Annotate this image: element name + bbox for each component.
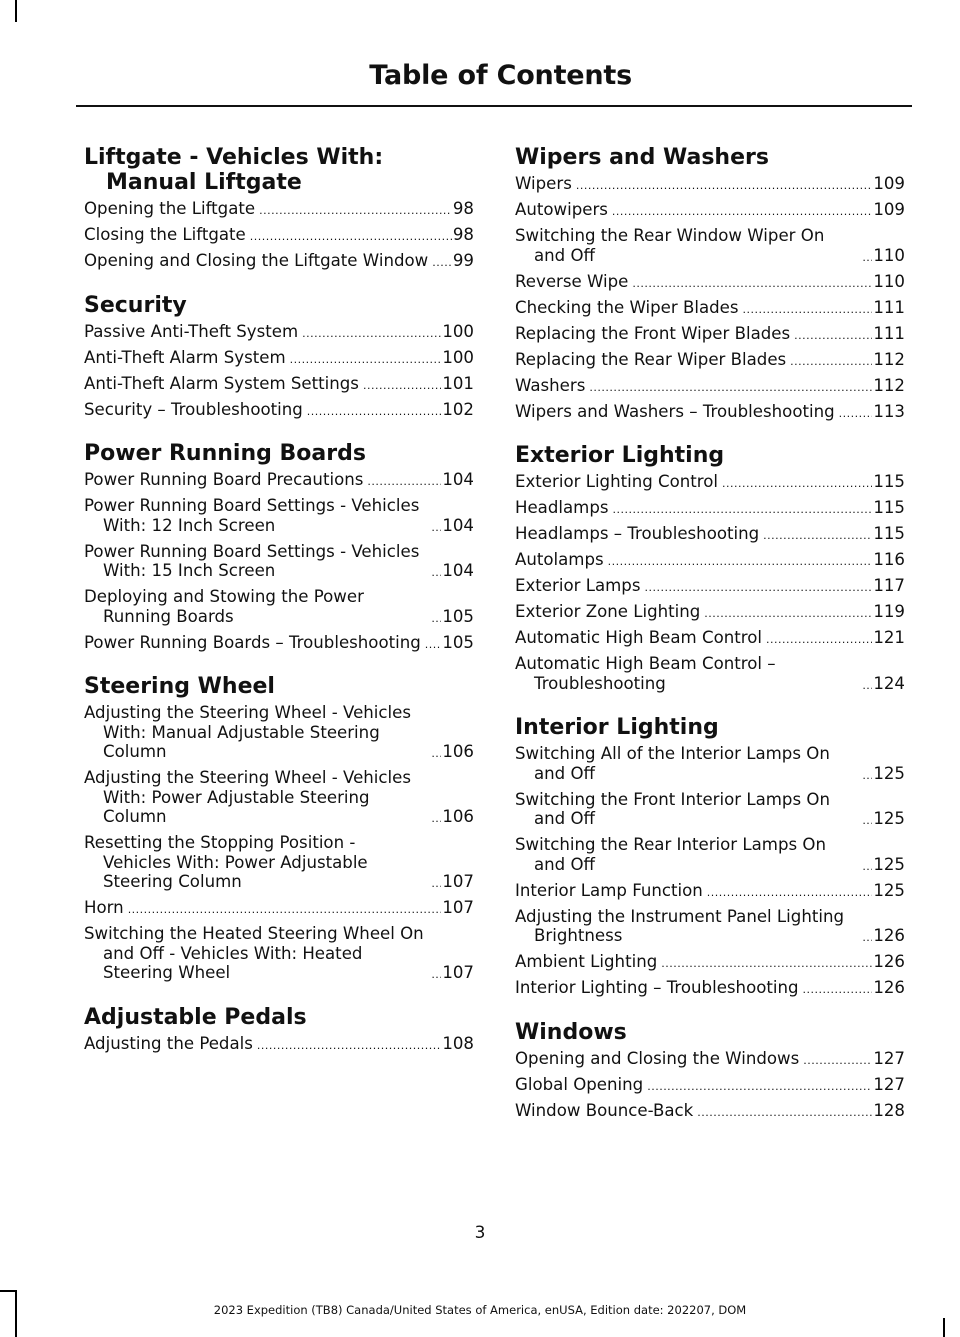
dot-leader bbox=[431, 746, 441, 758]
toc-entry[interactable] bbox=[515, 576, 905, 596]
dot-leader bbox=[743, 301, 873, 313]
toc-entry[interactable] bbox=[515, 835, 905, 874]
toc-entry-page: 107 bbox=[442, 872, 474, 891]
dot-leader bbox=[632, 275, 872, 287]
toc-entry-page: 119 bbox=[873, 602, 905, 621]
toc-entry[interactable] bbox=[84, 703, 474, 762]
toc-entry-title: Horn bbox=[84, 898, 124, 917]
toc-entry[interactable] bbox=[84, 542, 474, 581]
toc-section bbox=[515, 1020, 905, 1121]
toc-entry-page: 115 bbox=[873, 472, 905, 491]
toc-entry[interactable] bbox=[515, 298, 905, 318]
toc-entry-page: 124 bbox=[873, 673, 905, 693]
toc-entry-page: 109 bbox=[873, 200, 905, 219]
toc-entry-page: 125 bbox=[873, 854, 905, 874]
dot-leader bbox=[707, 884, 873, 896]
toc-entry-title: Opening and Closing the Liftgate Window bbox=[84, 251, 429, 270]
toc-entry-page: 112 bbox=[873, 349, 905, 369]
dot-leader bbox=[862, 858, 872, 870]
section-heading: Power Running Boards bbox=[84, 441, 366, 466]
toc-entry-page: 125 bbox=[873, 809, 905, 828]
toc-entry[interactable] bbox=[84, 898, 474, 918]
toc-entry[interactable] bbox=[84, 587, 474, 626]
toc-entry-page: 107 bbox=[442, 898, 474, 917]
section-heading: Security bbox=[84, 292, 187, 318]
toc-entry-title: Autowipers bbox=[515, 200, 608, 219]
toc-entry[interactable] bbox=[84, 1034, 474, 1054]
dot-leader bbox=[431, 610, 441, 622]
toc-section bbox=[515, 443, 905, 693]
section-heading: Steering Wheel bbox=[84, 674, 275, 699]
toc-entry-title: Closing the Liftgate bbox=[84, 225, 246, 244]
toc-entry-title: Anti-Theft Alarm System bbox=[84, 347, 286, 367]
dot-leader bbox=[794, 327, 872, 339]
dot-leader bbox=[431, 519, 441, 531]
dot-leader bbox=[862, 930, 872, 942]
toc-entry-title: Exterior Zone Lighting bbox=[515, 602, 701, 621]
toc-entry-title: Ambient Lighting bbox=[515, 952, 658, 971]
dot-leader bbox=[431, 565, 441, 577]
toc-entry-page: 128 bbox=[873, 1100, 905, 1120]
dot-leader bbox=[647, 1078, 872, 1090]
toc-entry-page: 99 bbox=[452, 251, 474, 270]
toc-entry-page: 115 bbox=[873, 498, 905, 517]
toc-section bbox=[84, 674, 474, 983]
section-heading: Liftgate - Vehicles With: Manual Liftgate bbox=[84, 145, 384, 195]
dot-leader bbox=[862, 813, 872, 825]
toc-entry-title: Switching the Heated Steering Wheel On and Off - Vehicles With: Heated Steering Wheel bbox=[84, 924, 424, 982]
dot-leader bbox=[302, 325, 441, 337]
dot-leader bbox=[763, 528, 872, 540]
dot-leader bbox=[431, 876, 441, 888]
section-heading: Interior Lighting bbox=[515, 715, 719, 740]
toc-entry-title: Automatic High Beam Control – Troubleshooting bbox=[515, 654, 776, 693]
dot-leader bbox=[839, 405, 873, 417]
toc-entry[interactable] bbox=[515, 978, 905, 998]
toc-entry[interactable] bbox=[515, 1101, 905, 1121]
dot-leader bbox=[431, 967, 441, 979]
dot-leader bbox=[613, 502, 873, 514]
toc-entry-title: Switching All of the Interior Lamps On and Off bbox=[515, 744, 830, 783]
toc-entry-page: 106 bbox=[442, 807, 474, 826]
toc-entry-page: 100 bbox=[442, 321, 474, 341]
dot-leader bbox=[766, 632, 872, 644]
dot-leader bbox=[589, 379, 872, 391]
toc-section bbox=[84, 1005, 474, 1054]
toc-entry-page: 105 bbox=[442, 632, 474, 652]
toc-entry-title: Switching the Front Interior Lamps On and Off bbox=[515, 789, 830, 828]
dot-leader bbox=[259, 203, 452, 215]
toc-entry-title: Reverse Wipe bbox=[515, 271, 629, 291]
toc-entry-title: Power Running Board Precautions bbox=[84, 470, 364, 489]
toc-entry-title: Opening and Closing the Windows bbox=[515, 1048, 800, 1068]
toc-entry-page: 126 bbox=[873, 978, 905, 997]
toc-entry[interactable] bbox=[515, 498, 905, 518]
toc-entry-page: 116 bbox=[873, 550, 905, 569]
toc-entry-page: 127 bbox=[873, 1074, 905, 1094]
toc-entry-page: 101 bbox=[442, 373, 474, 393]
toc-entry-title: Anti-Theft Alarm System Settings bbox=[84, 373, 359, 393]
toc-entry[interactable] bbox=[84, 400, 474, 420]
toc-entry-page: 109 bbox=[873, 174, 905, 193]
dot-leader bbox=[367, 474, 441, 486]
toc-entry-title: Washers bbox=[515, 375, 586, 395]
dot-leader bbox=[608, 554, 873, 566]
toc-entry-title: Power Running Board Settings - Vehicles With: 12 Inch Screen bbox=[84, 496, 420, 535]
toc-section bbox=[515, 145, 905, 421]
toc-section bbox=[84, 441, 474, 652]
toc-entry-title: Headlamps – Troubleshooting bbox=[515, 524, 760, 543]
dot-leader bbox=[704, 606, 872, 618]
toc-entry-page: 110 bbox=[873, 271, 905, 291]
toc-entry-page: 127 bbox=[873, 1048, 905, 1068]
toc-entry[interactable] bbox=[84, 348, 474, 368]
dot-leader bbox=[576, 178, 872, 190]
toc-entry[interactable] bbox=[84, 225, 474, 245]
dot-leader bbox=[432, 255, 452, 267]
page-header-title: Table of Contents bbox=[369, 60, 632, 91]
toc-entry[interactable] bbox=[515, 376, 905, 396]
page-number: 3 bbox=[474, 1223, 486, 1243]
dot-leader bbox=[862, 677, 872, 689]
toc-entry-title: Replacing the Front Wiper Blades bbox=[515, 323, 791, 343]
dot-leader bbox=[661, 956, 872, 968]
toc-section bbox=[84, 145, 474, 271]
dot-leader bbox=[290, 351, 442, 363]
toc-entry-page: 104 bbox=[442, 515, 474, 535]
toc-entry-page: 106 bbox=[442, 742, 474, 761]
toc-entry-title: Opening the Liftgate bbox=[84, 199, 256, 218]
toc-entry-title: Deploying and Stowing the Power Running Boards bbox=[84, 587, 364, 626]
toc-entry-title: Wipers and Washers – Troubleshooting bbox=[515, 401, 835, 421]
toc-entry-page: 111 bbox=[873, 297, 905, 317]
toc-entry[interactable] bbox=[515, 200, 905, 220]
toc-entry-title: Autolamps bbox=[515, 550, 604, 569]
toc-entry-title: Interior Lamp Function bbox=[515, 880, 703, 900]
dot-leader bbox=[644, 580, 872, 592]
toc-entry-title: Security – Troubleshooting bbox=[84, 399, 303, 419]
toc-entry[interactable] bbox=[515, 472, 905, 492]
toc-entry[interactable] bbox=[515, 550, 905, 570]
header-divider bbox=[76, 105, 912, 107]
toc-entry-title: Power Running Board Settings - Vehicles With: 15 Inch Screen bbox=[84, 541, 420, 580]
toc-entry[interactable] bbox=[84, 322, 474, 342]
toc-entry-page: 117 bbox=[873, 576, 905, 595]
toc-entry[interactable] bbox=[84, 470, 474, 490]
toc-entry-page: 110 bbox=[873, 245, 905, 265]
toc-entry[interactable] bbox=[515, 907, 905, 946]
toc-entry[interactable] bbox=[84, 496, 474, 535]
toc-entry[interactable] bbox=[515, 174, 905, 194]
toc-entry-title: Replacing the Rear Wiper Blades bbox=[515, 349, 787, 369]
toc-entry-page: 107 bbox=[442, 963, 474, 982]
toc-entry-page: 113 bbox=[873, 401, 905, 421]
toc-entry-page: 125 bbox=[873, 880, 905, 900]
toc-entry-page: 104 bbox=[442, 561, 474, 580]
dot-leader bbox=[803, 982, 873, 994]
dot-leader bbox=[862, 249, 872, 261]
dot-leader bbox=[128, 902, 442, 914]
toc-section bbox=[515, 715, 905, 998]
toc-entry[interactable] bbox=[515, 881, 905, 901]
toc-entry[interactable] bbox=[84, 833, 474, 892]
dot-leader bbox=[722, 476, 872, 488]
toc-entry[interactable] bbox=[515, 524, 905, 544]
section-heading: Windows bbox=[515, 1019, 627, 1045]
toc-entry-title: Checking the Wiper Blades bbox=[515, 297, 739, 317]
section-heading: Adjustable Pedals bbox=[84, 1004, 307, 1030]
toc-entry[interactable] bbox=[515, 654, 905, 693]
toc-entry-page: 126 bbox=[873, 926, 905, 945]
section-heading: Exterior Lighting bbox=[515, 443, 725, 468]
toc-entry[interactable] bbox=[515, 324, 905, 344]
toc-entry-title: Adjusting the Steering Wheel - Vehicles With: Manual Adjustable Steering Column bbox=[84, 703, 412, 761]
toc-entry-page: 98 bbox=[452, 199, 474, 218]
toc-entry-title: Wipers bbox=[515, 174, 572, 193]
toc-entry[interactable] bbox=[515, 744, 905, 783]
crop-mark-bottom-right bbox=[943, 1318, 945, 1337]
toc-entry-title: Window Bounce-Back bbox=[515, 1100, 694, 1120]
toc-entry-title: Exterior Lighting Control bbox=[515, 472, 719, 491]
toc-entry-page: 115 bbox=[873, 524, 905, 543]
toc-entry-title: Interior Lighting – Troubleshooting bbox=[515, 978, 799, 997]
toc-entry-page: 102 bbox=[442, 399, 474, 419]
toc-entry-title: Passive Anti-Theft System bbox=[84, 321, 299, 341]
toc-entry-page: 98 bbox=[452, 225, 474, 244]
dot-leader bbox=[257, 1037, 441, 1049]
toc-entry-page: 112 bbox=[873, 375, 905, 395]
toc-entry-page: 108 bbox=[442, 1033, 474, 1053]
toc-entry[interactable] bbox=[515, 628, 905, 648]
toc-entry[interactable] bbox=[84, 924, 474, 983]
toc-entry[interactable] bbox=[84, 633, 474, 653]
toc-entry[interactable] bbox=[515, 402, 905, 422]
toc-entry[interactable] bbox=[515, 226, 905, 265]
toc-entry-title: Adjusting the Instrument Panel Lighting Brightness bbox=[515, 906, 844, 945]
crop-mark-top-left bbox=[15, 0, 17, 22]
toc-entry-title: Exterior Lamps bbox=[515, 576, 641, 595]
dot-leader bbox=[250, 229, 452, 241]
toc-entry-page: 125 bbox=[873, 763, 905, 783]
dot-leader bbox=[425, 636, 442, 648]
dot-leader bbox=[790, 353, 872, 365]
toc-entry[interactable] bbox=[84, 251, 474, 271]
toc-entry[interactable] bbox=[515, 1049, 905, 1069]
toc-entry-title: Adjusting the Pedals bbox=[84, 1033, 253, 1053]
toc-entry-page: 100 bbox=[442, 347, 474, 367]
toc-entry[interactable] bbox=[515, 1075, 905, 1095]
dot-leader bbox=[307, 403, 442, 415]
toc-entry-page: 105 bbox=[442, 606, 474, 626]
dot-leader bbox=[363, 377, 441, 389]
toc-left-column bbox=[84, 145, 474, 1075]
toc-entry-page: 126 bbox=[873, 952, 905, 971]
dot-leader bbox=[431, 811, 441, 823]
toc-entry-page: 121 bbox=[873, 628, 905, 647]
dot-leader bbox=[862, 767, 872, 779]
toc-entry[interactable] bbox=[515, 602, 905, 622]
toc-entry-title: Automatic High Beam Control bbox=[515, 628, 762, 647]
toc-entry-page: 111 bbox=[873, 323, 905, 343]
toc-entry[interactable] bbox=[84, 768, 474, 827]
toc-entry[interactable] bbox=[515, 952, 905, 972]
dot-leader bbox=[697, 1104, 872, 1116]
toc-entry[interactable] bbox=[515, 350, 905, 370]
toc-entry-title: Switching the Rear Window Wiper On and Off bbox=[515, 226, 825, 265]
toc-entry[interactable] bbox=[84, 199, 474, 219]
toc-entry-title: Headlamps bbox=[515, 498, 609, 517]
toc-right-column bbox=[515, 145, 905, 1142]
toc-entry-title: Global Opening bbox=[515, 1074, 644, 1094]
dot-leader bbox=[612, 204, 872, 216]
toc-entry-title: Resetting the Stopping Position - Vehicles With: Power Adjustable Steering Column bbox=[84, 833, 368, 891]
toc-entry[interactable] bbox=[515, 790, 905, 829]
toc-entry[interactable] bbox=[84, 374, 474, 394]
toc-entry-title: Adjusting the Steering Wheel - Vehicles With: Power Adjustable Steering Column bbox=[84, 768, 412, 826]
edition-footer: 2023 Expedition (TB8) Canada/United States of America, enUSA, Edition date: 202207, DOM bbox=[213, 1303, 747, 1317]
toc-entry-page: 104 bbox=[442, 470, 474, 489]
toc-entry[interactable] bbox=[515, 272, 905, 292]
crop-mark-bottom-left-h bbox=[0, 1290, 17, 1292]
toc-section bbox=[84, 293, 474, 420]
dot-leader bbox=[803, 1052, 872, 1064]
toc-entry-title: Switching the Rear Interior Lamps On and Off bbox=[515, 835, 826, 874]
section-heading: Wipers and Washers bbox=[515, 145, 769, 170]
toc-entry-title: Power Running Boards – Troubleshooting bbox=[84, 632, 421, 652]
